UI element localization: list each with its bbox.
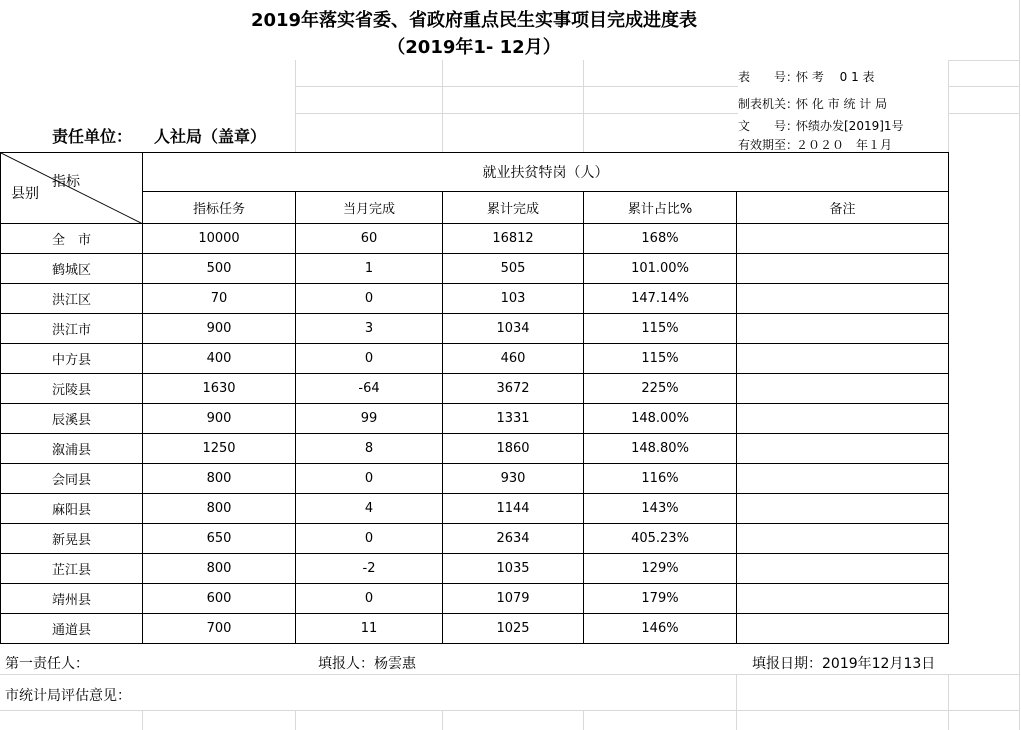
cell-county: 靖州县	[1, 584, 143, 614]
cell-total: 3672	[443, 374, 584, 404]
cell-ratio: 148.00%	[584, 404, 737, 434]
gridline	[1019, 0, 1020, 730]
cell-total: 16812	[443, 224, 584, 254]
cell-note	[737, 524, 949, 554]
table-row	[1, 554, 949, 584]
cell-note	[737, 254, 949, 284]
table-row	[1, 524, 949, 554]
gridline	[736, 674, 737, 730]
cell-ratio: 146%	[584, 614, 737, 644]
cell-note	[737, 224, 949, 254]
cell-county: 全 市	[1, 224, 143, 254]
meta-label: 制表机关：	[738, 97, 799, 111]
meta-valid-until	[738, 136, 892, 153]
column-header-target: 指标任务	[143, 192, 296, 224]
cell-month: -64	[296, 374, 443, 404]
cell-target: 800	[143, 494, 296, 524]
column-header-note: 备注	[737, 192, 949, 224]
cell-ratio: 168%	[584, 224, 737, 254]
cell-county: 溆浦县	[1, 434, 143, 464]
page-title: 2019年落实省委、省政府重点民生实事项目完成进度表	[250, 10, 698, 31]
cell-note	[737, 284, 949, 314]
group-header: 就业扶贫特岗（人）	[143, 153, 949, 192]
table-row	[1, 464, 949, 494]
cell-target: 650	[143, 524, 296, 554]
cell-month: 0	[296, 284, 443, 314]
cell-note	[737, 374, 949, 404]
meta-issuer	[738, 95, 887, 112]
cell-total: 1331	[443, 404, 584, 434]
meta-value: 怀 化 市 统 计 局	[796, 97, 888, 111]
cell-target: 1630	[143, 374, 296, 404]
meta-value: ２０２０ 年１月	[796, 138, 893, 152]
cell-total: 460	[443, 344, 584, 374]
table-row	[1, 614, 949, 644]
gridline	[948, 60, 949, 152]
cell-ratio: 101.00%	[584, 254, 737, 284]
table-row	[1, 344, 949, 374]
table-row	[1, 494, 949, 524]
footer-responsible: 第一责任人：	[5, 656, 89, 672]
cell-target: 10000	[143, 224, 296, 254]
corner-county-label: 县别	[11, 186, 39, 202]
cell-target: 800	[143, 554, 296, 584]
cell-ratio: 148.80%	[584, 434, 737, 464]
cell-county: 会同县	[1, 464, 143, 494]
table-row	[1, 254, 949, 284]
cell-total: 2634	[443, 524, 584, 554]
cell-county: 洪江区	[1, 284, 143, 314]
corner-indicator-label: 指标	[52, 174, 80, 190]
cell-ratio: 179%	[584, 584, 737, 614]
cell-note	[737, 434, 949, 464]
footer-date: 填报日期：2019年12月13日	[752, 656, 936, 672]
cell-target: 800	[143, 464, 296, 494]
cell-ratio: 115%	[584, 344, 737, 374]
gridline	[442, 60, 443, 152]
cell-month: 0	[296, 344, 443, 374]
gridline	[948, 60, 1020, 61]
table-row	[1, 434, 949, 464]
meta-label: 文 号：	[738, 119, 799, 133]
meta-form-number	[738, 68, 875, 85]
gridline	[948, 674, 949, 730]
cell-ratio: 225%	[584, 374, 737, 404]
cell-target: 900	[143, 314, 296, 344]
cell-note	[737, 494, 949, 524]
gridline	[295, 60, 296, 152]
cell-ratio: 129%	[584, 554, 737, 584]
meta-label: 有效期至：	[738, 138, 799, 152]
cell-month: 60	[296, 224, 443, 254]
cell-total: 103	[443, 284, 584, 314]
cell-note	[737, 584, 949, 614]
cell-month: 99	[296, 404, 443, 434]
table-body	[1, 224, 949, 644]
cell-target: 700	[143, 614, 296, 644]
cell-note	[737, 554, 949, 584]
cell-total: 1144	[443, 494, 584, 524]
gridline	[442, 710, 443, 730]
cell-county: 鹤城区	[1, 254, 143, 284]
meta-value: 怀绩办发[2019]1号	[796, 119, 904, 133]
cell-ratio: 116%	[584, 464, 737, 494]
page-subtitle: （2019年1- 12月）	[387, 37, 561, 58]
cell-note	[737, 314, 949, 344]
cell-ratio: 143%	[584, 494, 737, 524]
progress-table	[0, 152, 949, 644]
cell-ratio: 115%	[584, 314, 737, 344]
unit-label: 责任单位：	[52, 127, 133, 146]
cell-target: 900	[143, 404, 296, 434]
column-header-ratio: 累计占比%	[584, 192, 737, 224]
cell-month: 0	[296, 464, 443, 494]
meta-document-number	[738, 117, 904, 134]
cell-note	[737, 464, 949, 494]
cell-county: 麻阳县	[1, 494, 143, 524]
cell-target: 400	[143, 344, 296, 374]
meta-label: 表 号：	[738, 70, 799, 84]
table-row	[1, 404, 949, 434]
gridline	[142, 710, 143, 730]
cell-note	[737, 404, 949, 434]
cell-month: 1	[296, 254, 443, 284]
table-row	[1, 314, 949, 344]
cell-ratio: 405.23%	[584, 524, 737, 554]
gridline	[583, 60, 584, 152]
cell-month: 4	[296, 494, 443, 524]
cell-month: 0	[296, 524, 443, 554]
footer-filler: 填报人：杨雲惠	[318, 656, 416, 672]
cell-county: 通道县	[1, 614, 143, 644]
cell-county: 新晃县	[1, 524, 143, 554]
cell-total: 1034	[443, 314, 584, 344]
table-corner-header	[1, 153, 143, 224]
cell-month: 0	[296, 584, 443, 614]
cell-total: 505	[443, 254, 584, 284]
cell-total: 1860	[443, 434, 584, 464]
gridline	[948, 113, 1020, 114]
gridline	[296, 86, 738, 87]
footer-opinion: 市统计局评估意见：	[5, 688, 131, 704]
table-row	[1, 584, 949, 614]
cell-target: 1250	[143, 434, 296, 464]
gridline	[296, 113, 738, 114]
column-header-month: 当月完成	[296, 192, 443, 224]
gridline	[948, 86, 1020, 87]
cell-county: 辰溪县	[1, 404, 143, 434]
cell-note	[737, 344, 949, 374]
cell-target: 500	[143, 254, 296, 284]
cell-total: 1035	[443, 554, 584, 584]
meta-value: 怀 考 0 1 表	[796, 70, 875, 84]
gridline	[0, 674, 1020, 675]
cell-county: 中方县	[1, 344, 143, 374]
cell-total: 930	[443, 464, 584, 494]
cell-target: 600	[143, 584, 296, 614]
gridline	[0, 710, 1020, 711]
cell-county: 芷江县	[1, 554, 143, 584]
cell-target: 70	[143, 284, 296, 314]
column-header-total: 累计完成	[443, 192, 584, 224]
unit-value: 人社局（盖章）	[154, 127, 267, 146]
cell-month: -2	[296, 554, 443, 584]
cell-total: 1025	[443, 614, 584, 644]
gridline	[295, 710, 296, 730]
cell-month: 11	[296, 614, 443, 644]
cell-note	[737, 614, 949, 644]
cell-month: 3	[296, 314, 443, 344]
cell-county: 洪江市	[1, 314, 143, 344]
gridline	[583, 710, 584, 730]
cell-total: 1079	[443, 584, 584, 614]
table-row	[1, 374, 949, 404]
table-row	[1, 224, 949, 254]
table-row	[1, 284, 949, 314]
cell-county: 沅陵县	[1, 374, 143, 404]
cell-ratio: 147.14%	[584, 284, 737, 314]
cell-month: 8	[296, 434, 443, 464]
